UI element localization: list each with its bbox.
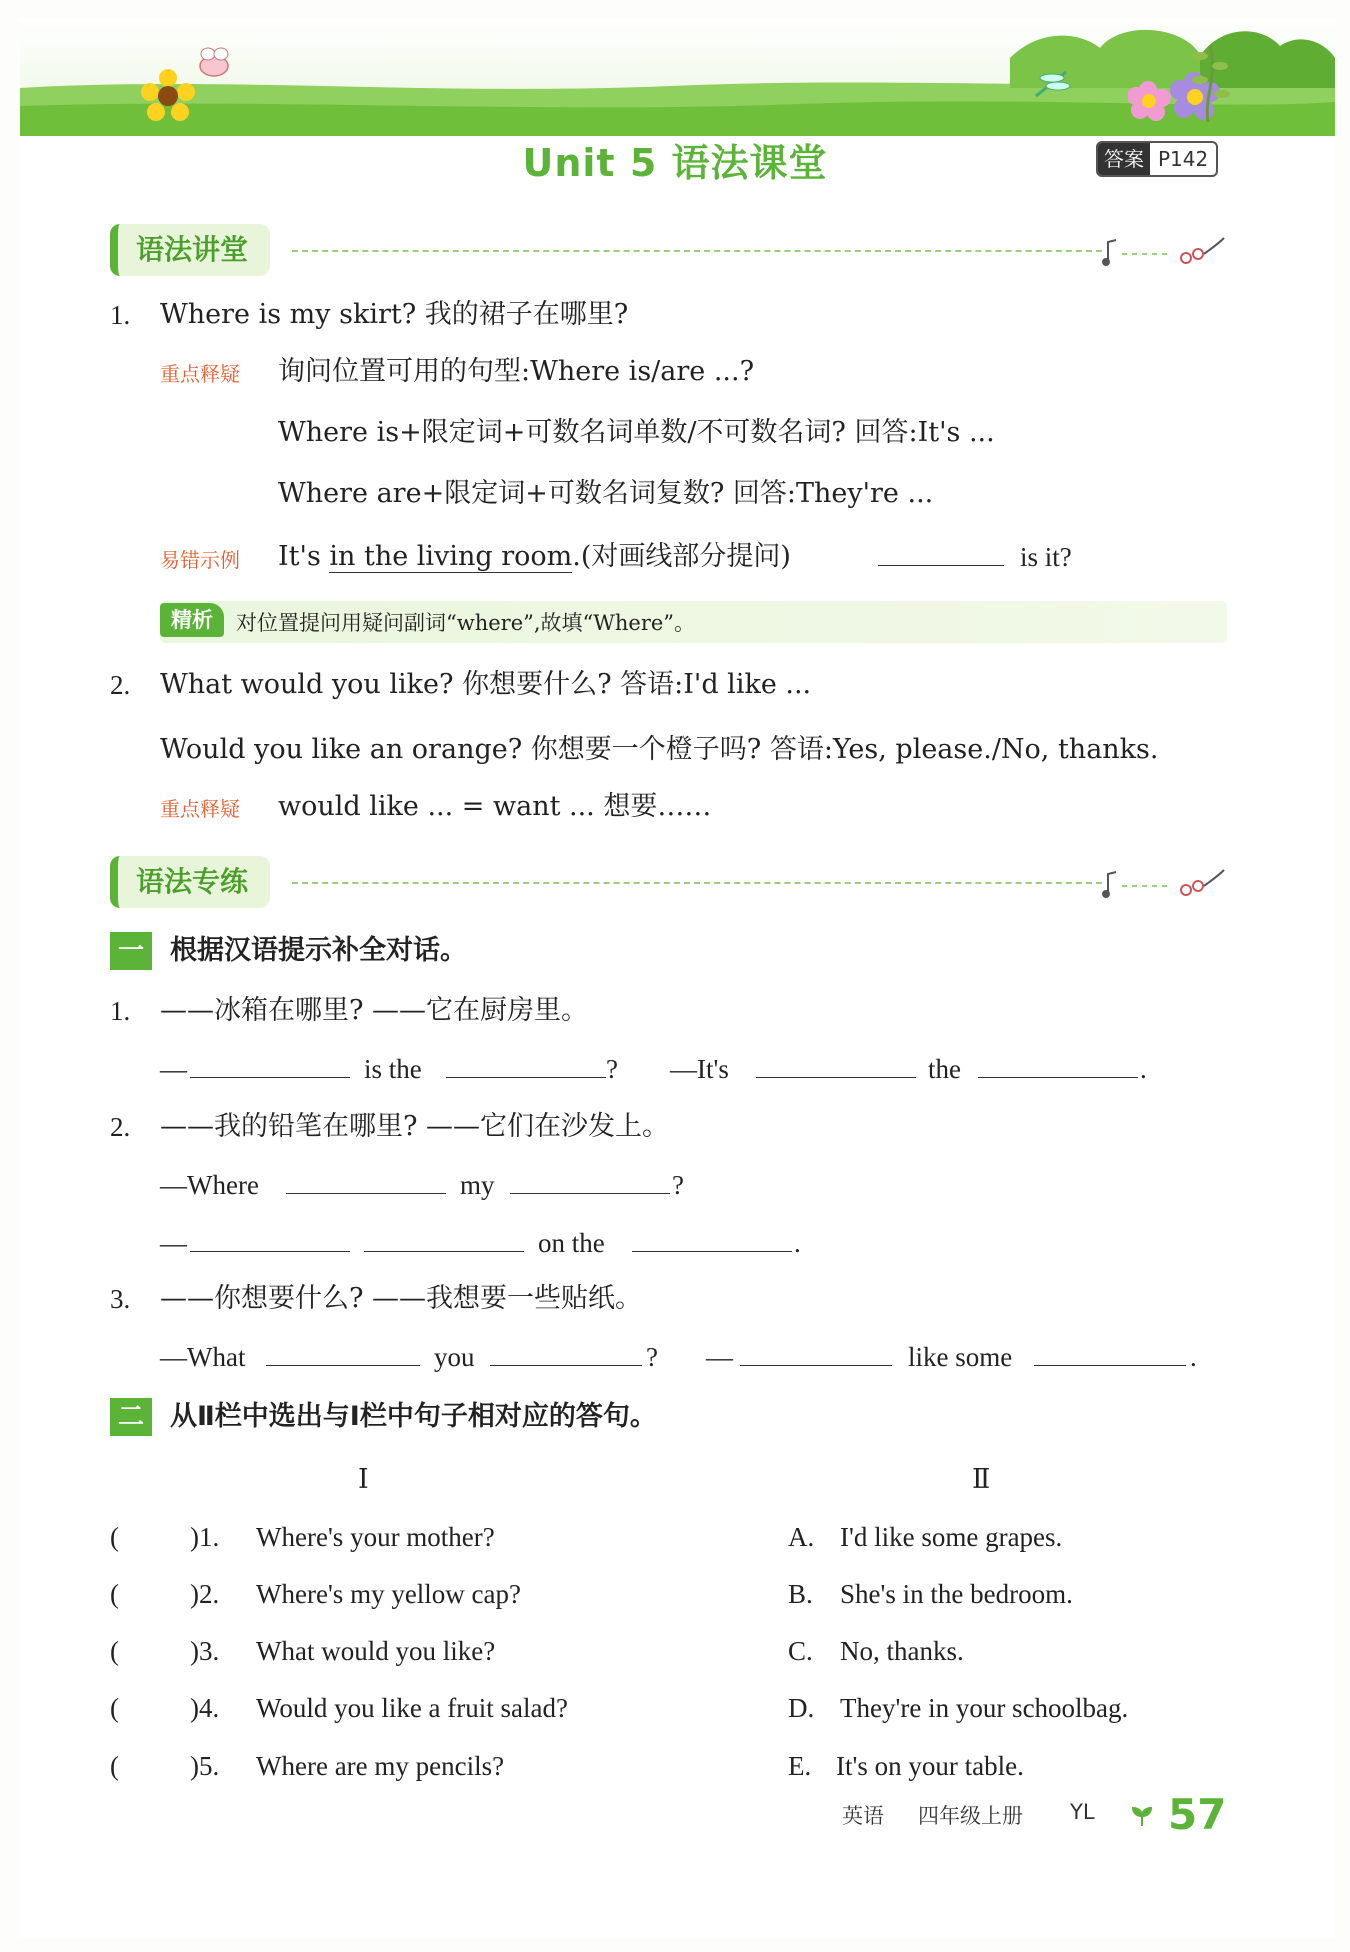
error-example-tag: 易错示例 <box>160 548 240 572</box>
answer-blank[interactable] <box>510 1168 670 1202</box>
dragonfly-icon <box>1030 66 1076 100</box>
error-pre: It's <box>278 541 330 572</box>
footer-edition: YL <box>1070 1800 1095 1824</box>
match-number: )3. <box>190 1636 220 1666</box>
answer-blank[interactable] <box>756 1052 916 1086</box>
question-prompt: ——你想要什么? ——我想要一些贴纸。 <box>160 1283 643 1314</box>
question-text: —Where <box>160 1170 259 1200</box>
key-point-line: Where is+限定词+可数名词单数/不可数名词? 回答:It's ... <box>278 417 995 448</box>
match-paren-open[interactable]: ( <box>110 1636 119 1666</box>
match-number: )1. <box>190 1522 220 1552</box>
question-prompt: ——冰箱在哪里? ——它在厨房里。 <box>160 995 589 1026</box>
match-number: )2. <box>190 1579 220 1609</box>
error-example-sentence <box>278 540 791 574</box>
footer-subject: 英语 <box>842 1804 884 1828</box>
match-number: )5. <box>190 1751 220 1781</box>
question-prompt: ——我的铅笔在哪里? ——它们在沙发上。 <box>160 1111 670 1142</box>
error-underlined-phrase: in the living room <box>329 541 573 572</box>
section-heading-grammar-lecture: 语法讲堂 <box>110 224 270 276</box>
music-notes-icon <box>1100 866 1230 900</box>
error-post: .(对画线部分提问) <box>572 541 791 572</box>
answer-letter: E. <box>788 1751 812 1781</box>
answer-letter: A. <box>788 1522 815 1552</box>
section-divider <box>292 250 1102 252</box>
match-number: )4. <box>190 1693 220 1723</box>
part-number-badge: 一 <box>110 932 152 970</box>
match-question: What would you like? <box>256 1636 496 1666</box>
analysis-text: 对位置提问用疑问副词“where”,故填“Where”。 <box>236 611 696 635</box>
question-text: —What <box>160 1342 246 1372</box>
item-sentence: What would you like? 你想要什么? 答语:I'd like ... <box>160 669 812 700</box>
item-number: 1. <box>110 300 131 330</box>
sunflower-icon <box>138 66 198 126</box>
answer-reference <box>1096 141 1218 177</box>
key-point-line: would like ... = want ... 想要…… <box>278 791 712 822</box>
page-title: Unit 5 语法课堂 <box>522 141 828 185</box>
answer-option: They're in your schoolbag. <box>840 1693 1129 1723</box>
question-number: 1. <box>110 996 131 1026</box>
error-tail: is it? <box>1020 542 1072 572</box>
question-text: . <box>794 1228 801 1258</box>
question-dash: — <box>706 1342 733 1372</box>
section-divider <box>292 882 1102 884</box>
answer-letter: D. <box>788 1693 815 1723</box>
answer-letter: B. <box>788 1579 813 1609</box>
column-header-II: Ⅱ <box>972 1464 991 1494</box>
question-dash: — <box>160 1054 187 1084</box>
question-text: . <box>1190 1342 1197 1372</box>
footer-grade: 四年级上册 <box>918 1804 1023 1828</box>
answer-page: P142 <box>1158 147 1209 171</box>
question-text: . <box>1140 1054 1147 1084</box>
match-question: Where are my pencils? <box>256 1751 505 1781</box>
question-text: the <box>928 1054 961 1084</box>
key-point-line: Where are+限定词+可数名词复数? 回答:They're ... <box>278 478 934 509</box>
question-text: ? <box>606 1054 618 1084</box>
question-dash: — <box>160 1228 187 1258</box>
question-text: —It's <box>670 1054 729 1084</box>
answer-blank[interactable] <box>266 1340 420 1374</box>
bee-icon <box>194 46 236 80</box>
question-text: like some <box>908 1342 1013 1372</box>
music-notes-icon <box>1100 234 1230 268</box>
answer-blank[interactable] <box>740 1340 892 1374</box>
item-sentence: Where is my skirt? 我的裙子在哪里? <box>160 299 629 330</box>
answer-blank[interactable] <box>286 1168 446 1202</box>
item-sentence: Would you like an orange? 你想要一个橙子吗? 答语:Yes, please./No, thanks. <box>160 734 1159 765</box>
key-point-line: 询问位置可用的句型:Where is/are ...? <box>278 356 755 387</box>
question-text: is the <box>364 1054 422 1084</box>
question-number: 3. <box>110 1284 131 1314</box>
section-heading-grammar-practice: 语法专练 <box>110 856 270 908</box>
match-question: Where's my yellow cap? <box>256 1579 522 1609</box>
answer-option: She's in the bedroom. <box>840 1579 1073 1609</box>
analysis-tag: 精析 <box>160 603 224 637</box>
question-number: 2. <box>110 1112 131 1142</box>
answer-blank[interactable] <box>446 1052 606 1086</box>
answer-option: No, thanks. <box>840 1636 964 1666</box>
question-text: ? <box>646 1342 658 1372</box>
column-header-I: Ⅰ <box>358 1464 369 1494</box>
answer-blank[interactable] <box>1034 1340 1186 1374</box>
question-text: on the <box>538 1228 605 1258</box>
match-question: Where's your mother? <box>256 1522 495 1552</box>
answer-blank[interactable] <box>490 1340 642 1374</box>
match-question: Would you like a fruit salad? <box>256 1693 568 1723</box>
question-text: my <box>460 1170 495 1200</box>
match-paren-open[interactable]: ( <box>110 1751 119 1781</box>
question-text: you <box>434 1342 475 1372</box>
key-point-tag: 重点释疑 <box>160 362 240 386</box>
key-point-tag: 重点释疑 <box>160 797 240 821</box>
answer-option: It's on your table. <box>836 1751 1024 1781</box>
answer-label: 答案 <box>1098 143 1150 175</box>
answer-letter: C. <box>788 1636 813 1666</box>
match-paren-open[interactable]: ( <box>110 1579 119 1609</box>
vine-icon <box>1178 36 1238 122</box>
part-number-badge: 二 <box>110 1398 152 1436</box>
error-answer-blank[interactable] <box>878 540 1004 574</box>
question-text: ? <box>672 1170 684 1200</box>
answer-blank[interactable] <box>632 1226 792 1260</box>
leaf-icon <box>1130 1804 1154 1828</box>
match-paren-open[interactable]: ( <box>110 1522 119 1552</box>
match-paren-open[interactable]: ( <box>110 1693 119 1723</box>
answer-blank[interactable] <box>364 1226 524 1260</box>
part-instruction: 根据汉语提示补全对话。 <box>170 935 467 966</box>
answer-blank[interactable] <box>190 1052 350 1086</box>
page-number: 57 <box>1168 1790 1227 1839</box>
part-instruction: 从Ⅱ栏中选出与Ⅰ栏中句子相对应的答句。 <box>170 1401 657 1432</box>
item-number: 2. <box>110 670 131 700</box>
answer-blank[interactable] <box>978 1052 1138 1086</box>
answer-blank[interactable] <box>190 1226 350 1260</box>
answer-option: I'd like some grapes. <box>840 1522 1063 1552</box>
